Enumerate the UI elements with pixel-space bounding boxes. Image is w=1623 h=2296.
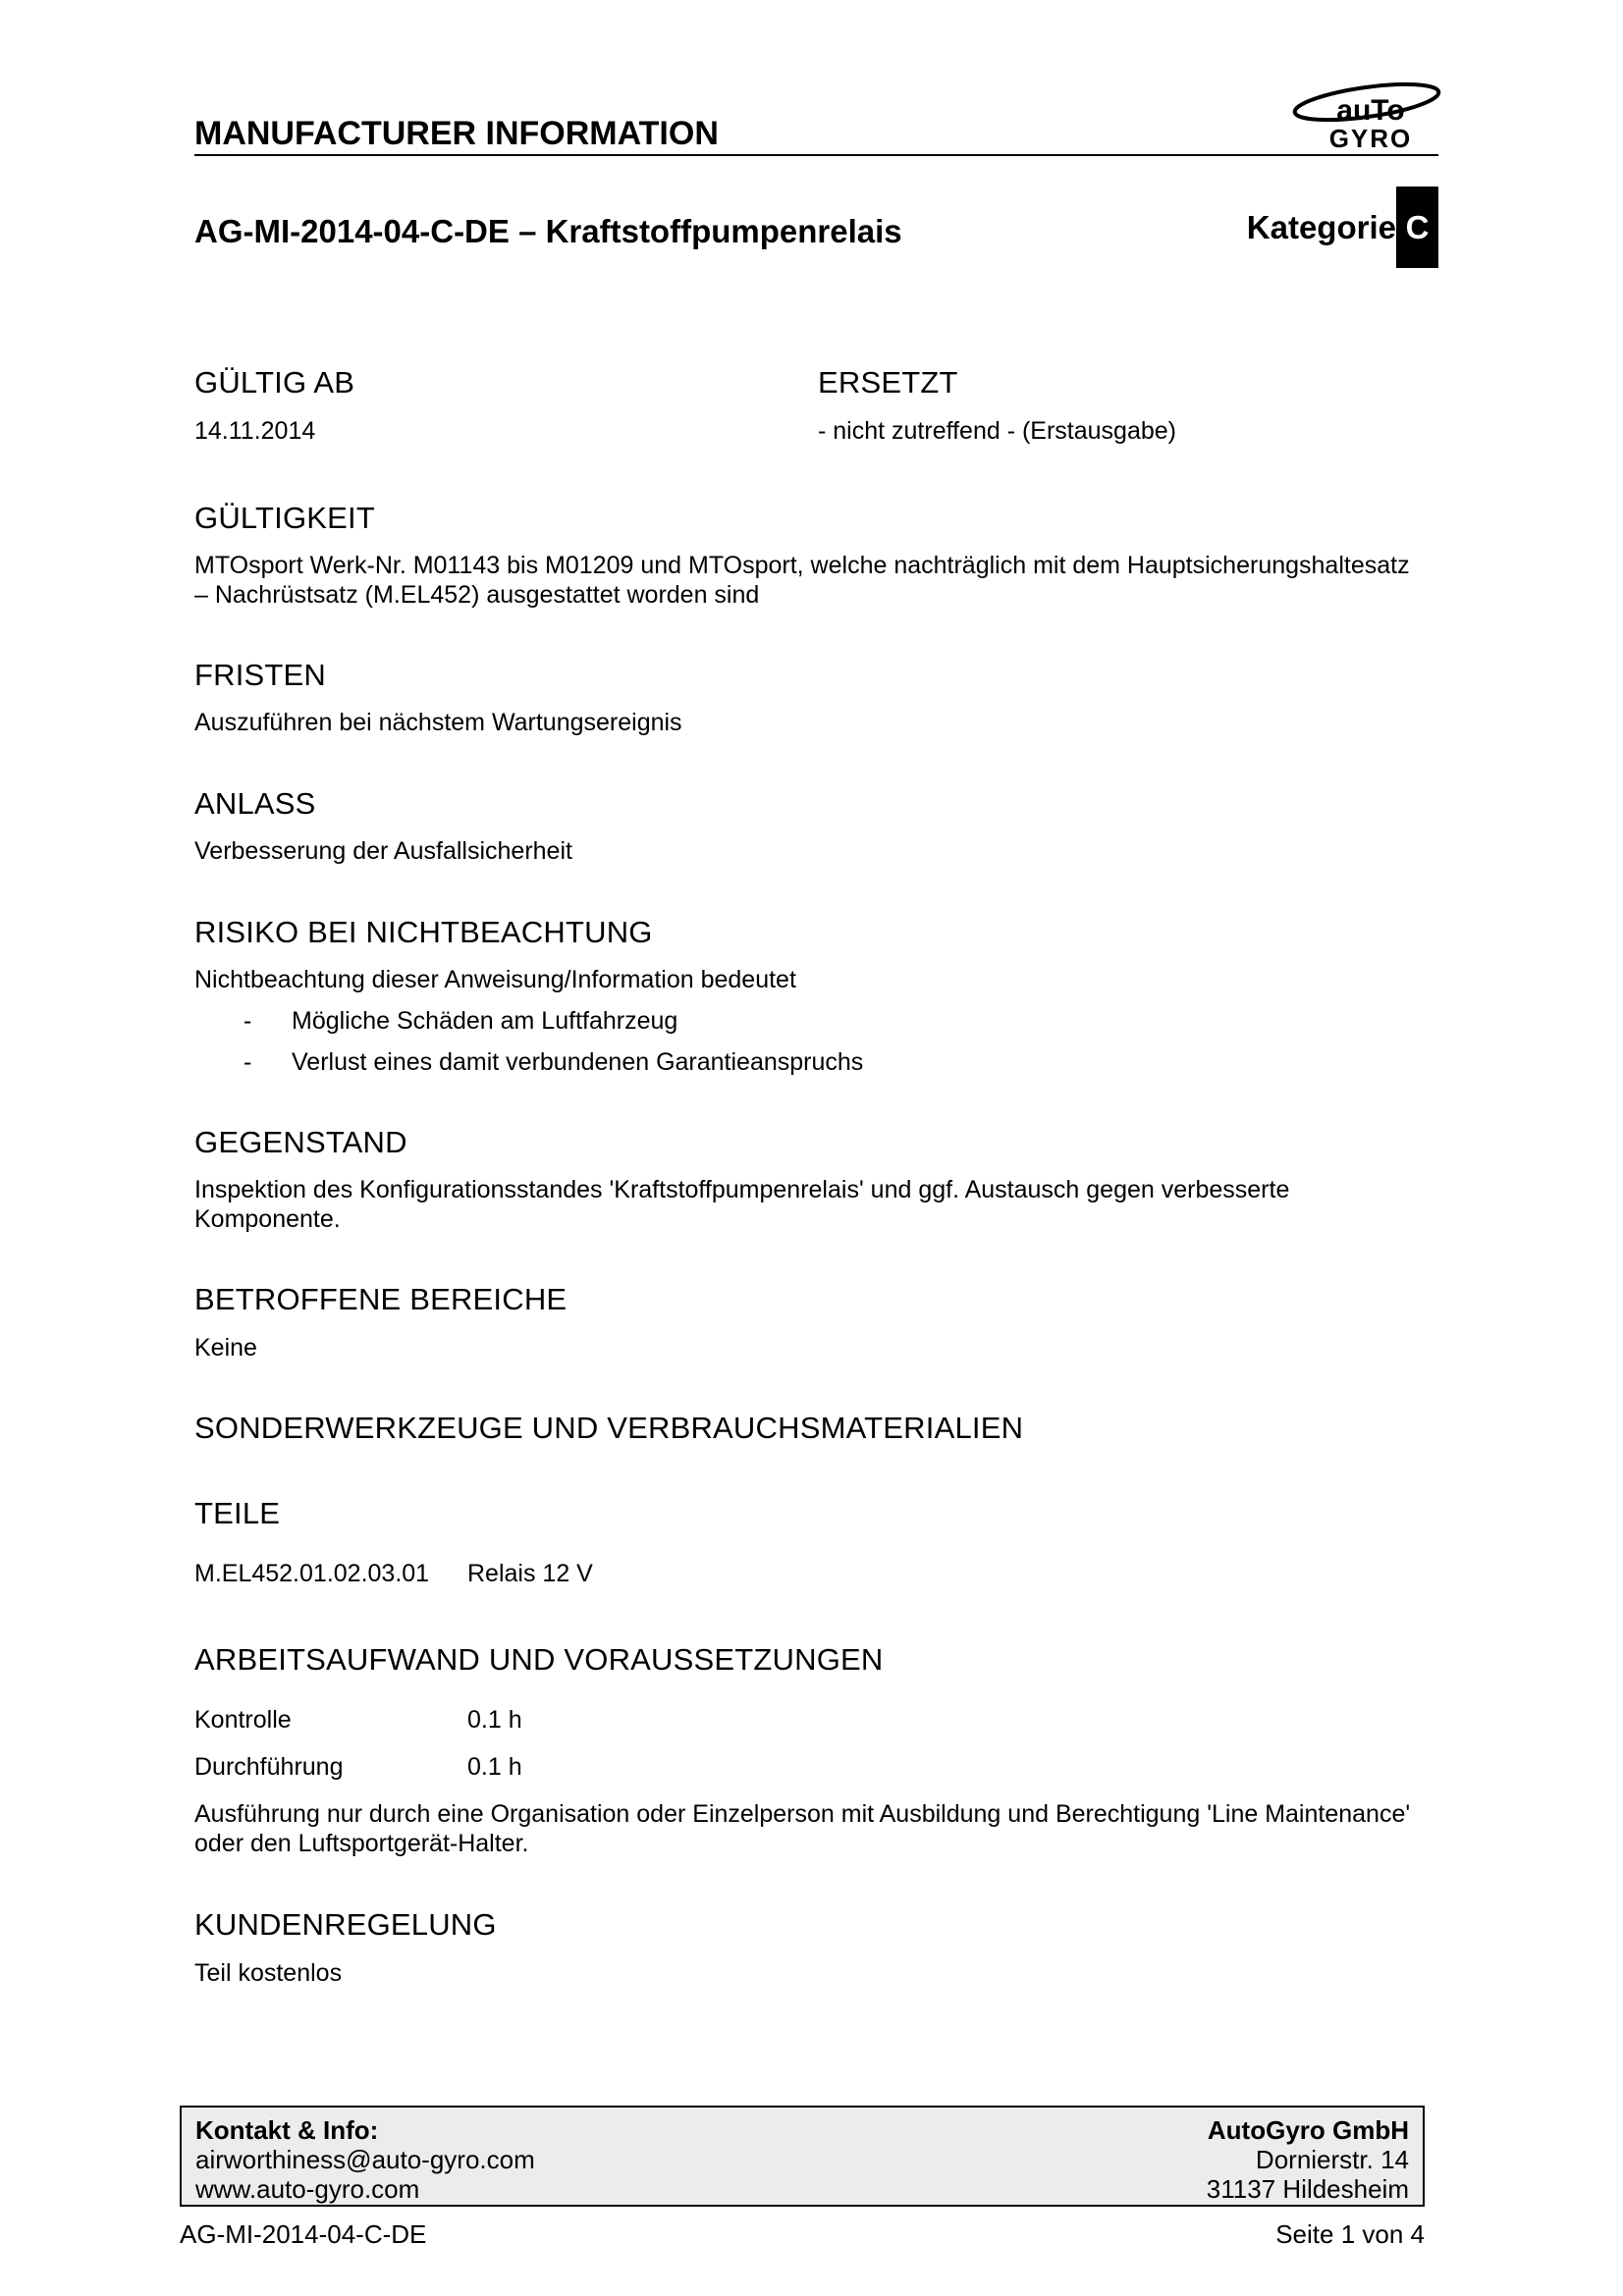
- company-street: Dornierstr. 14: [1255, 2145, 1409, 2174]
- heading-teile: TEILE: [194, 1496, 281, 1530]
- arbeitsaufwand-label-durchfuehrung: Durchführung: [194, 1753, 344, 1781]
- svg-text:GYRO: GYRO: [1328, 124, 1413, 153]
- category-badge: C: [1396, 187, 1438, 268]
- ersetzt-value: - nicht zutreffend - (Erstausgabe): [818, 417, 1176, 445]
- heading-fristen: FRISTEN: [194, 658, 327, 692]
- contact-box: [180, 2106, 1425, 2207]
- heading-kundenregelung: KUNDENREGELUNG: [194, 1907, 497, 1942]
- header-rule: [194, 154, 1438, 156]
- heading-gueltig-ab: GÜLTIG AB: [194, 365, 355, 400]
- arbeitsaufwand-value-kontrolle: 0.1 h: [467, 1706, 522, 1734]
- header-title: MANUFACTURER INFORMATION: [194, 115, 719, 152]
- risiko-bullet-2: -: [243, 1048, 252, 1076]
- arbeitsaufwand-line-1: Ausführung nur durch eine Organisation oder Einzelperson mit Ausbildung und Berechtigung 'Line Maintenance': [194, 1800, 1411, 1828]
- anlass-text: Verbesserung der Ausfallsicherheit: [194, 837, 572, 865]
- contact-email: airworthiness@auto-gyro.com: [195, 2145, 535, 2174]
- page-number: Seite 1 von 4: [1275, 2219, 1425, 2249]
- heading-gegenstand: GEGENSTAND: [194, 1125, 407, 1159]
- gegenstand-line-1: Inspektion des Konfigurationsstandes 'Kraftstoffpumpenrelais' und ggf. Austausch gegen verbesserte: [194, 1176, 1290, 1203]
- contact-right: [1207, 2115, 1409, 2204]
- risiko-item-1: Mögliche Schäden am Luftfahrzeug: [292, 1007, 678, 1035]
- risiko-intro: Nichtbeachtung dieser Anweisung/Information bedeutet: [194, 966, 796, 993]
- heading-ersetzt: ERSETZT: [818, 365, 958, 400]
- kundenregelung-text: Teil kostenlos: [194, 1959, 343, 1987]
- category: [1247, 187, 1438, 268]
- gegenstand-line-2: Komponente.: [194, 1205, 341, 1233]
- contact-left: [195, 2115, 535, 2204]
- heading-gueltigkeit: GÜLTIGKEIT: [194, 501, 376, 535]
- contact-website: www.auto-gyro.com: [195, 2174, 420, 2204]
- arbeitsaufwand-line-2: oder den Luftsportgerät-Halter.: [194, 1830, 529, 1857]
- company-name: AutoGyro GmbH: [1207, 2115, 1409, 2145]
- category-label: Kategorie: [1246, 208, 1396, 245]
- fristen-text: Auszuführen bei nächstem Wartungsereignis: [194, 709, 682, 736]
- document-title: AG-MI-2014-04-C-DE – Kraftstoffpumpenrelais: [194, 213, 902, 249]
- footer-document-id: AG-MI-2014-04-C-DE: [180, 2219, 427, 2249]
- gueltigkeit-line-2: – Nachrüstsatz (M.EL452) ausgestattet worden sind: [194, 581, 760, 609]
- autogyro-logo: [1284, 77, 1443, 155]
- arbeitsaufwand-value-durchfuehrung: 0.1 h: [467, 1753, 522, 1781]
- heading-sonderwerkzeuge: SONDERWERKZEUGE UND VERBRAUCHSMATERIALIEN: [194, 1411, 1024, 1445]
- heading-arbeitsaufwand: ARBEITSAUFWAND UND VORAUSSETZUNGEN: [194, 1642, 884, 1677]
- heading-risiko: RISIKO BEI NICHTBEACHTUNG: [194, 915, 653, 949]
- part-description: Relais 12 V: [467, 1560, 593, 1587]
- gueltig-ab-date: 14.11.2014: [194, 417, 316, 445]
- company-city: 31137 Hildesheim: [1206, 2174, 1409, 2204]
- arbeitsaufwand-label-kontrolle: Kontrolle: [194, 1706, 292, 1734]
- gueltigkeit-line-1: MTOsport Werk-Nr. M01143 bis M01209 und MTOsport, welche nachträglich mit dem Hauptsicherungshaltesatz: [194, 552, 1410, 579]
- heading-betroffene-bereiche: BETROFFENE BEREICHE: [194, 1282, 568, 1316]
- heading-anlass: ANLASS: [194, 786, 316, 821]
- svg-text:auTo: auTo: [1336, 94, 1405, 127]
- part-number: M.EL452.01.02.03.01: [194, 1560, 430, 1587]
- betroffene-text: Keine: [194, 1334, 257, 1362]
- contact-label: Kontakt & Info:: [195, 2115, 379, 2145]
- risiko-item-2: Verlust eines damit verbundenen Garantieanspruchs: [292, 1048, 864, 1076]
- risiko-bullet-1: -: [243, 1007, 252, 1035]
